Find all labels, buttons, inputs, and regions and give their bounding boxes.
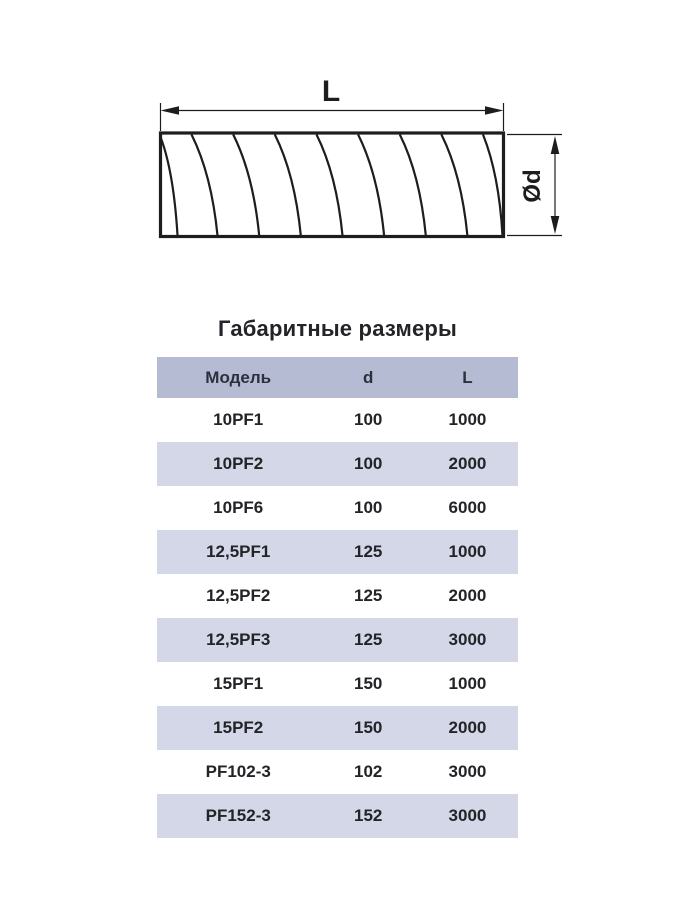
model-cell: 12,5PF2 bbox=[157, 574, 319, 618]
l-cell: 1000 bbox=[417, 662, 518, 706]
d-cell: 150 bbox=[319, 662, 416, 706]
col-header-model: Модель bbox=[157, 357, 319, 398]
arrowhead-up-icon bbox=[551, 136, 560, 154]
table-title: Габаритные размеры bbox=[217, 316, 458, 341]
col-header-l: L bbox=[417, 357, 518, 398]
model-cell: 12,5PF3 bbox=[157, 618, 319, 662]
duct-diagram bbox=[0, 0, 675, 280]
table-row bbox=[157, 750, 518, 794]
duct-body bbox=[161, 133, 504, 237]
d-cell: 100 bbox=[319, 486, 416, 530]
table-row bbox=[157, 662, 518, 706]
model-cell: 10PF1 bbox=[157, 398, 319, 442]
table-row bbox=[157, 398, 518, 442]
table-row bbox=[157, 706, 518, 750]
col-header-d: d bbox=[319, 357, 416, 398]
dimensions-table bbox=[157, 357, 518, 838]
d-cell: 152 bbox=[319, 794, 416, 838]
l-cell: 2000 bbox=[417, 706, 518, 750]
l-cell: 2000 bbox=[417, 574, 518, 618]
l-cell: 3000 bbox=[417, 794, 518, 838]
l-cell: 2000 bbox=[417, 442, 518, 486]
diameter-dimension-label: Ød bbox=[519, 169, 546, 203]
arrowhead-right-icon bbox=[485, 106, 504, 115]
table-row bbox=[157, 486, 518, 530]
model-cell: 10PF6 bbox=[157, 486, 319, 530]
l-cell: 3000 bbox=[417, 618, 518, 662]
l-cell: 3000 bbox=[417, 750, 518, 794]
l-cell: 1000 bbox=[417, 530, 518, 574]
l-cell: 1000 bbox=[417, 398, 518, 442]
d-cell: 102 bbox=[319, 750, 416, 794]
model-cell: 15PF2 bbox=[157, 706, 319, 750]
model-cell: PF102-3 bbox=[157, 750, 319, 794]
table-row bbox=[157, 794, 518, 838]
l-cell: 6000 bbox=[417, 486, 518, 530]
d-cell: 100 bbox=[319, 398, 416, 442]
table-row bbox=[157, 530, 518, 574]
table-row bbox=[157, 574, 518, 618]
d-cell: 125 bbox=[319, 530, 416, 574]
model-cell: 15PF1 bbox=[157, 662, 319, 706]
d-cell: 100 bbox=[319, 442, 416, 486]
model-cell: 12,5PF1 bbox=[157, 530, 319, 574]
d-cell: 150 bbox=[319, 706, 416, 750]
d-cell: 125 bbox=[319, 574, 416, 618]
table-row bbox=[157, 442, 518, 486]
arrowhead-left-icon bbox=[161, 106, 180, 115]
model-cell: 10PF2 bbox=[157, 442, 319, 486]
length-dimension-label: L bbox=[321, 75, 341, 108]
table-row bbox=[157, 618, 518, 662]
table-header-row bbox=[157, 357, 518, 398]
arrowhead-down-icon bbox=[551, 216, 560, 234]
spiral-seams bbox=[161, 135, 503, 236]
model-cell: PF152-3 bbox=[157, 794, 319, 838]
d-cell: 125 bbox=[319, 618, 416, 662]
